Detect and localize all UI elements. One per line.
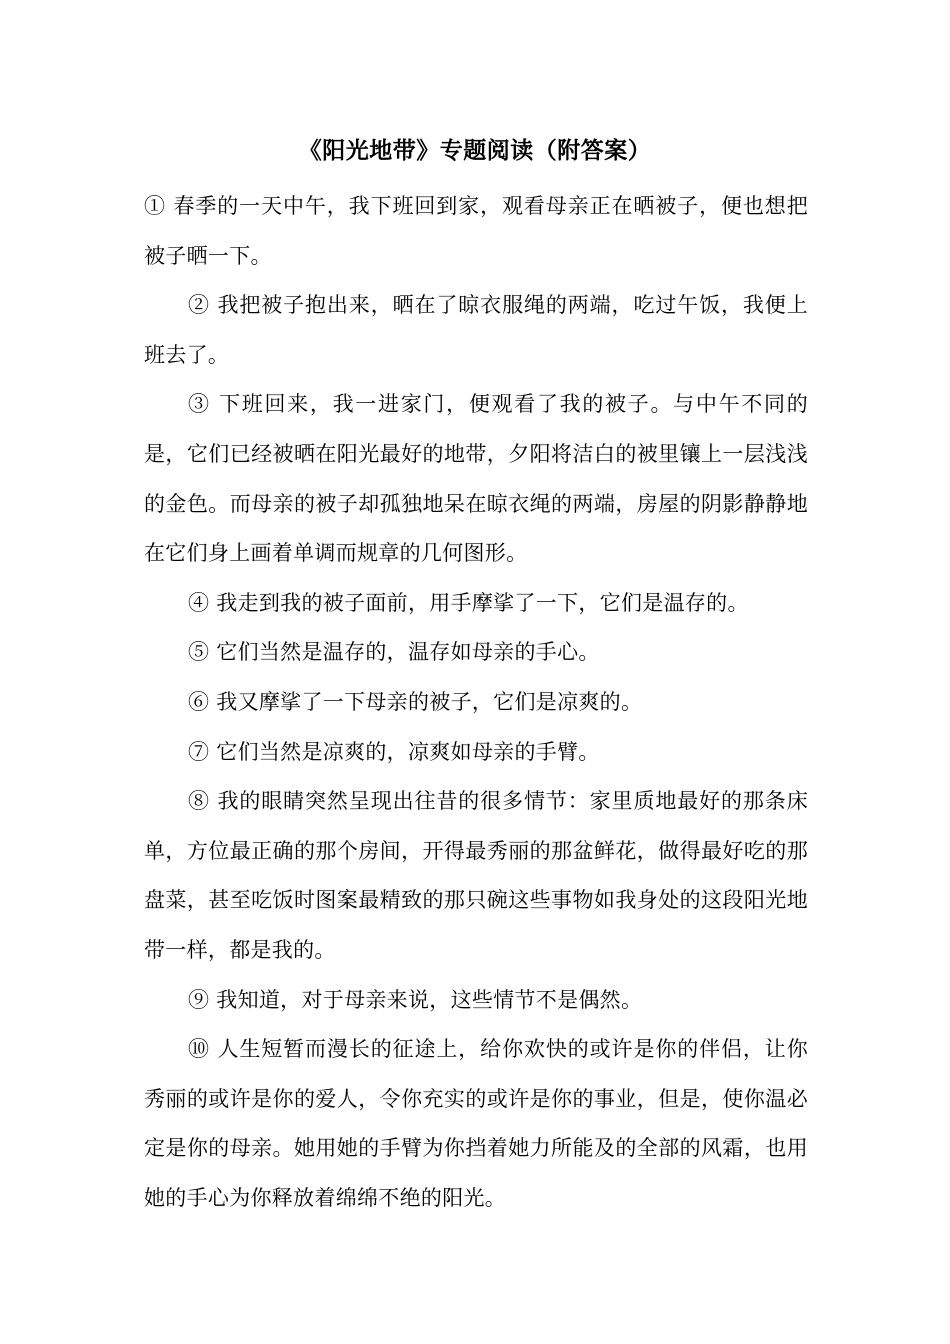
paragraph-10: ⑩ 人生短暂而漫长的征途上，给你欢快的或许是你的伴侣，让你秀丽的或许是你的爱人，令你充实的或许是你的事业，但是，使你温必定是你的母亲。她用她的手臂为你挡着她力所能及的全部的风霜，也用她的手心为你释放着绵绵不绝的阳光。 <box>144 1037 808 1210</box>
document-title: 《阳光地带》专题阅读（附答案） <box>298 137 652 164</box>
document-body <box>144 182 808 1223</box>
paragraph-1: ① 春季的一天中午，我下班回到家，观看母亲正在晒被子，便也想把被子晒一下。 <box>144 194 808 268</box>
paragraph-9: ⑨ 我知道，对于母亲来说，这些情节不是偶然。 <box>188 987 643 1012</box>
paragraph-8: ⑧ 我的眼睛突然呈现出往昔的很多情节：家里质地最好的那条床单，方位最正确的那个房间，开得最秀丽的那盆鲜花，做得最好吃的那盘菜，甚至吃饭时图案最精致的那只碗这些事物如我身处的这段阳光地带一样，都是我的。 <box>144 789 808 962</box>
paragraph-5: ⑤ 它们当然是温存的，温存如母亲的手心。 <box>188 640 600 665</box>
paragraph-7: ⑦ 它们当然是凉爽的，凉爽如母亲的手臂。 <box>188 739 600 764</box>
paragraph-4: ④ 我走到我的被子面前，用手摩挲了一下，它们是温存的。 <box>188 590 749 615</box>
paragraph-6: ⑥ 我又摩挲了一下母亲的被子，它们是凉爽的。 <box>188 689 643 714</box>
paragraph-3: ③ 下班回来，我一进家门，便观看了我的被子。与中午不同的是，它们已经被晒在阳光最好的地带，夕阳将洁白的被里镶上一层浅浅的金色。而母亲的被子却孤独地呆在晾衣绳的两端，房屋的阴影静静地在它们身上画着单调而规章的几何图形。 <box>144 392 808 566</box>
paragraph-2: ② 我把被子抱出来，晒在了晾衣服绳的两端，吃过午饭，我便上班去了。 <box>144 293 808 367</box>
